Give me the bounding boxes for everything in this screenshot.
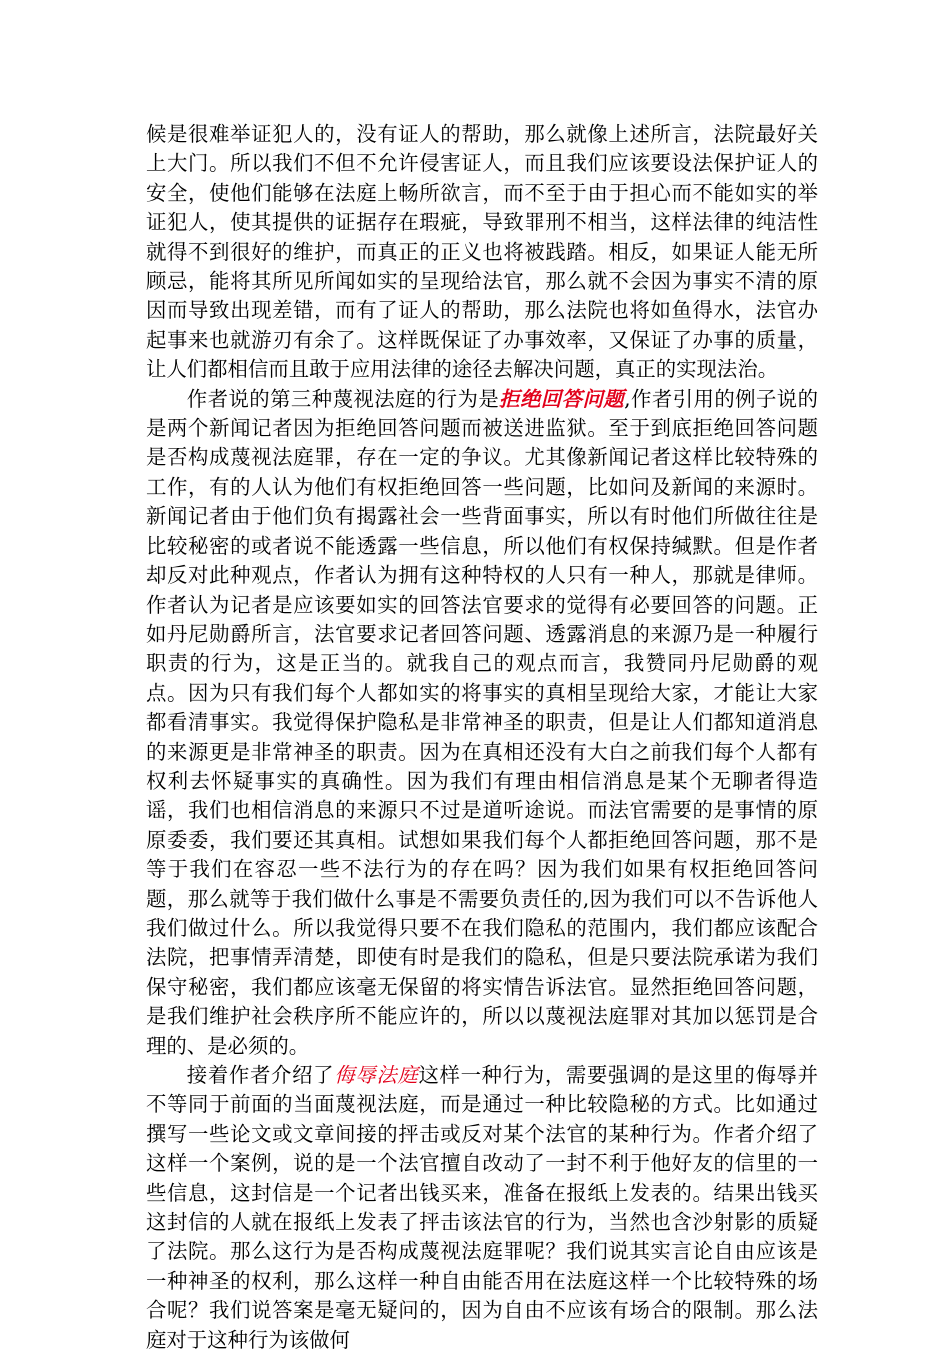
paragraph-2-intro: 作者说的第三种蔑视法庭的行为是 bbox=[186, 386, 500, 411]
paragraph-3-intro: 接着作者介绍了 bbox=[186, 1063, 335, 1087]
paragraph-3-body: 这样一种行为，需要强调的是这里的侮辱并不等同于前面的当面蔑视法庭，而是通过一种比较隐秘的方式。比如通过撰写一些论文或文章间接的抨击或反对某个法官的某种行为。作者介绍了这样一个案例，说的是一个法官擅自改动了一封不利于他好友的信里的一些信息，这封信是一个记者出钱买来，准备在报纸上发表的。结果出钱买这封信的人就在报纸上发表了抨击该法官的行为，当然也含沙射影的质疑了法院。那么这行为是否构成蔑视法庭罪呢？我们说其实言论自由应该是一种神圣的权利，那么这样一种自由能否用在法庭这样一个比较特殊的场合呢？我们说答案是毫无疑问的，因为自由不应该有场合的限制。那么法庭对于这种行为该做何 bbox=[146, 1063, 818, 1352]
highlight-refuse-to-answer: 拒绝回答问题 bbox=[499, 386, 625, 411]
paragraph-2-body: ,作者引用的例子说的是两个新闻记者因为拒绝回答问题而被送进监狱。至于到底拒绝回答问题是否构成蔑视法庭罪，存在一定的争议。尤其像新闻记者这样比较特殊的工作，有的人认为他们有权拒绝回答一些问题，比如问及新闻的来源时。新闻记者由于他们负有揭露社会一些背面事实，所以有时他们所做往往是比较秘密的或者说不能透露一些信息，所以他们有权保持缄默。但是作者却反对此种观点，作者认为拥有这种特权的人只有一种人，那就是律师。作者认为记者是应该要如实的回答法官要求的觉得有必要回答的问题。正如丹尼勋爵所言，法官要求记者回答问题、透露消息的来源乃是一种履行职责的行为，这是正当的。就我自己的观点而言，我赞同丹尼勋爵的观点。因为只有我们每个人都如实的将事实的真相呈现给大家，才能让大家都看清事实。我觉得保护隐私是非常神圣的职责，但是让人们都知道消息的来源更是非常神圣的职责。因为在真相还没有大白之前我们每个人都有权利去怀疑事实的真确性。因为我们有理由相信消息是某个无聊者得造谣，我们也相信消息的来源只不过是道听途说。而法官需要的是事情的原原委委，我们要还其真相。试想如果我们每个人都拒绝回答问题，那不是等于我们在容忍一些不法行为的存在吗？因为我们如果有权拒绝回答问题，那么就等于我们做什么事是不需要负责任的,因为我们可以不告诉他人我们做过什么。所以我觉得只要不在我们隐私的范围内，我们都应该配合法院，把事情弄清楚，即使有时是我们的隐私，但是只要法院承诺为我们保守秘密，我们都应该毫无保留的将实情告诉法官。显然拒绝回答问题，是我们维护社会秩序所不能应许的，所以以蔑视法庭罪对其加以惩罚是合理的、是必须的。 bbox=[146, 386, 819, 1058]
paragraph-1: 候是很难举证犯人的，没有证人的帮助，那么就像上述所言，法院最好关上大门。所以我们不但不允许侵害证人，而且我们应该要设法保护证人的安全，使他们能够在法庭上畅所欲言，而不至于由于担心而不能如实的举证犯人，使其提供的证据存在瑕疵，导致罪刑不相当，这样法律的纯洁性就得不到很好的维护，而真正的正义也将被践踏。相反，如果证人能无所顾忌，能将其所见所闻如实的呈现给法官，那么就不会因为事实不清的原因而导致出现差错，而有了证人的帮助，那么法院也将如鱼得水，法官办起事来也就游刃有余了。这样既保证了办事效率，又保证了办事的质量，让人们都相信而且敢于应用法律的途径去解决问题，真正的实现法治。 bbox=[146, 122, 818, 382]
highlight-insulting-court: 侮辱法庭 bbox=[334, 1063, 419, 1087]
paragraph-3 bbox=[146, 1061, 818, 1355]
paragraph-2 bbox=[146, 385, 818, 1061]
document-page bbox=[146, 120, 818, 1355]
